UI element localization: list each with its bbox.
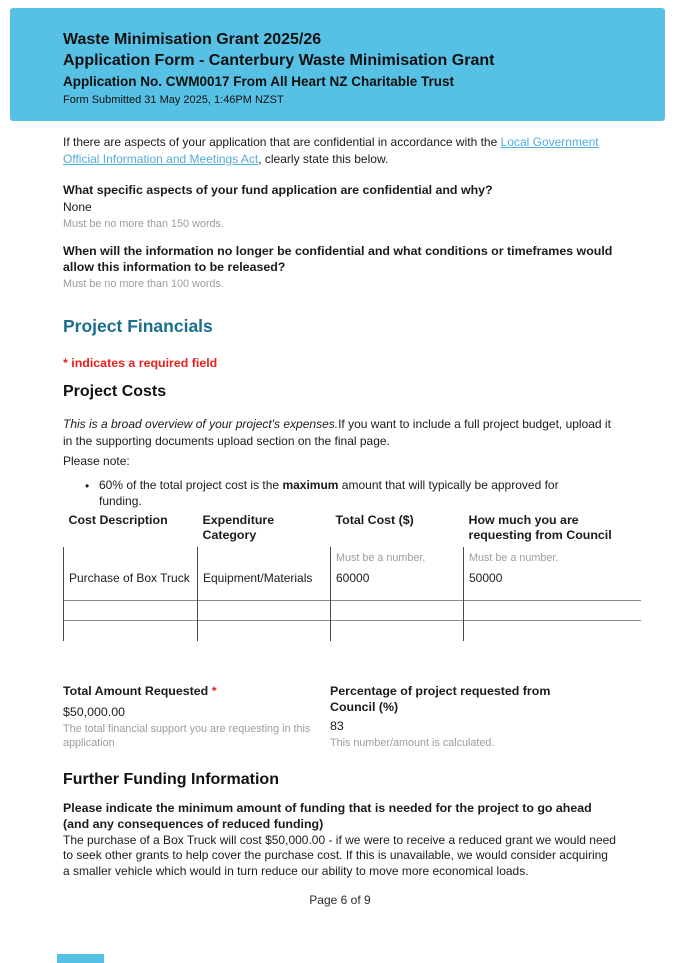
requested-amount-value: 50000 [469, 570, 503, 585]
bullet-text-bold: maximum [282, 477, 339, 492]
bullet-icon [85, 477, 99, 509]
percentage-value: 83 [330, 718, 344, 733]
application-number: Application No. CWM0017 From All Heart NZ Charitable Trust [63, 74, 455, 89]
empty-cell [198, 601, 331, 621]
cost-description-value: Purchase of Box Truck [69, 570, 190, 585]
percentage-requested-block [330, 683, 585, 750]
total-amount-requested-block [63, 683, 325, 750]
submission-timestamp: Form Submitted 31 May 2025, 1:46PM NZST [63, 94, 284, 106]
grant-title: Waste Minimisation Grant 2025/26 [63, 31, 322, 48]
table-row-empty [64, 601, 641, 621]
percentage-hint: This number/amount is calculated. [330, 736, 495, 749]
cell-requested-amount [464, 547, 641, 601]
page-number: Page 6 of 9 [309, 893, 371, 907]
question-answer: The purchase of a Box Truck will cost $50,000.00 - if we were to receive a reduced grant we would need to seek other grants to help cover the purchase cost. If this is unavailable, we would consider acquiring a smaller vehicle which would in turn reduce our ability to move more economical loads. [63, 832, 616, 878]
cell-cost-description [64, 547, 198, 601]
please-note-label: Please note: [63, 454, 130, 468]
confidential-release-question [63, 243, 617, 291]
total-amount-requested-label [63, 683, 325, 699]
number-placeholder: Must be a number. [469, 551, 559, 564]
required-asterisk: * [211, 683, 217, 698]
empty-cell [64, 601, 198, 621]
further-funding-heading: Further Funding Information [63, 770, 279, 788]
form-title: Application Form - Canterbury Waste Minimisation Grant [63, 52, 495, 69]
expenditure-category-value: Equipment/Materials [203, 570, 313, 585]
percentage-label: Percentage of project requested from Council (%) [330, 683, 551, 714]
total-amount-requested-hint: The total financial support you are requesting in this application [63, 722, 311, 749]
col-header-expenditure-category: Expenditure Category [202, 512, 275, 542]
intro-text-prefix: If there are aspects of your application that are confidential in accordance with the [63, 135, 501, 149]
placeholder-spacer [203, 547, 325, 571]
overview-italic-text: This is a broad overview of your project's expenses. [63, 417, 339, 431]
word-limit-hint: Must be no more than 100 words. [63, 278, 224, 290]
cell-expenditure-category [198, 547, 331, 601]
col-header-cost-description: Cost Description [68, 512, 168, 527]
funding-cap-bullet [63, 477, 617, 509]
empty-cell [331, 621, 464, 641]
cell-total-cost [331, 547, 464, 601]
question-answer: None [63, 200, 92, 214]
empty-cell [64, 621, 198, 641]
required-field-note: * indicates a required field [63, 356, 218, 370]
bullet-text-suffix: amount that will typically be approved for funding. [99, 477, 559, 508]
table-row-empty [64, 621, 641, 641]
costs-overview-text [63, 416, 617, 449]
application-form-page [0, 8, 675, 963]
lgoima-act-link[interactable]: Local Government Official Information and Meetings Act [63, 135, 599, 166]
project-costs-table [63, 513, 641, 641]
question-label: What specific aspects of your fund application are confidential and why? [63, 183, 493, 197]
overview-regular-text: If you want to include a full project budget, upload it in the supporting documents upload section on the final page. [63, 417, 611, 448]
intro-text-suffix: , clearly state this below. [258, 151, 389, 166]
word-limit-hint: Must be no more than 150 words. [63, 218, 224, 230]
number-placeholder: Must be a number. [336, 551, 426, 564]
bullet-text-prefix: 60% of the total project cost is the [99, 477, 283, 492]
totals-summary [63, 683, 617, 750]
confidential-aspects-question [63, 182, 617, 231]
minimum-funding-question [63, 800, 617, 880]
confidentiality-intro [63, 134, 617, 167]
col-header-requested-from-council: How much you are requesting from Council [468, 512, 612, 542]
col-header-total-cost: Total Cost ($) [335, 512, 414, 527]
empty-cell [464, 621, 641, 641]
question-label: Please indicate the minimum amount of funding that is needed for the project to go ahead (and any consequences of reduced funding) [63, 800, 592, 831]
project-financials-heading: Project Financials [63, 316, 213, 336]
empty-cell [198, 621, 331, 641]
empty-cell [464, 601, 641, 621]
label-text: Total Amount Requested [63, 683, 212, 698]
empty-cell [331, 601, 464, 621]
next-page-header-strip [57, 954, 104, 963]
table-row [64, 547, 641, 601]
project-costs-heading: Project Costs [63, 383, 167, 400]
bullet-text [99, 477, 604, 509]
question-label: When will the information no longer be confidential and what conditions or timeframes would allow this information to be released? [63, 244, 613, 274]
form-header-banner [10, 8, 665, 121]
total-amount-requested-value: $50,000.00 [63, 704, 126, 719]
placeholder-spacer [69, 547, 192, 571]
table-header-row [64, 513, 641, 547]
total-cost-value: 60000 [336, 570, 370, 585]
page-content [0, 134, 675, 907]
